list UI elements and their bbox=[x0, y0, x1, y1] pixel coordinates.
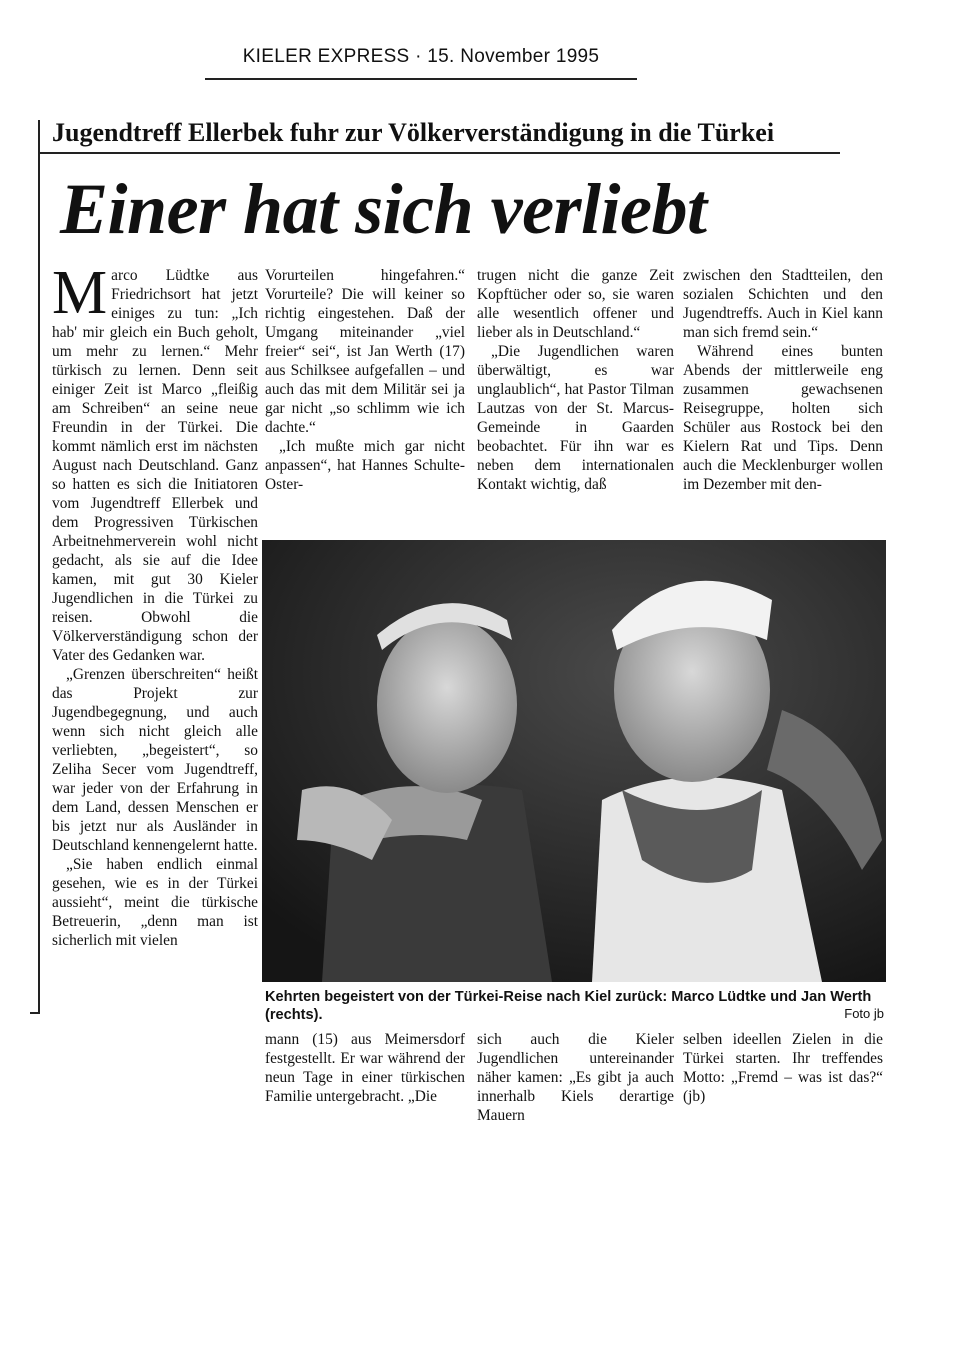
photo-credit: Foto jb bbox=[844, 1006, 884, 1021]
headline: Einer hat sich verliebt bbox=[60, 169, 707, 249]
column-3-paragraph-2: „Die Jugendlichen waren überwältigt, es war unglaublich“, hat Pastor Tilman Lautzas von der St. Marcus-Gemeinde in Gaarden beobachtet. Für ihn war es neben dem internationalen Kontakt wichtig, daß bbox=[477, 343, 674, 493]
column-4-paragraph-2: Während eines bunten Abends der mittlerweile eng zusammen gewachsenen Reisegruppe, holten sich Schüler aus Rostock bei den Kielern Rat und Tips. Denn auch die Mecklenburger wollen im Dezember mit den- bbox=[683, 343, 883, 493]
column-1-paragraph-3: „Sie haben endlich einmal gesehen, wie es in der Türkei aussieht“, meint die türkische Betreuerin, „denn man ist sicherlich mit vielen bbox=[52, 856, 258, 949]
masthead: KIELER EXPRESS · 15. November 1995 bbox=[242, 46, 600, 67]
article-column-3-continued bbox=[477, 1030, 674, 1125]
left-rule-tick bbox=[30, 1012, 40, 1014]
column-4-continued-text: selben ideellen Zielen in die Türkei starten. Ihr treffendes Motto: „Fremd – was ist das?“ (jb) bbox=[683, 1031, 883, 1105]
photo-illustration bbox=[262, 540, 886, 982]
kicker: Jugendtreff Ellerbek fuhr zur Völkerverständigung in die Türkei bbox=[52, 118, 775, 147]
column-3-paragraph-1: trugen nicht die ganze Zeit Kopftücher oder so, sie waren alle wesentlich offener und lieber als in Deutschland.“ bbox=[477, 267, 674, 341]
left-rule bbox=[38, 120, 40, 1013]
column-3-continued-text: sich auch die Kieler Jugendlichen untereinander näher kamen: „Es gibt ja auch innerhalb Kiels derartige Mauern bbox=[477, 1031, 674, 1124]
article-column-4-continued bbox=[683, 1030, 883, 1106]
left-person-face bbox=[377, 617, 517, 793]
article-column-3 bbox=[477, 266, 674, 532]
drop-cap: M bbox=[52, 259, 108, 327]
column-1-paragraph-2: „Grenzen überschreiten“ heißt das Projekt zur Jugendbegegnung, und auch wenn sich nicht gleich alle verliebten, „begeistert“, so Zeliha Secer vom Jugendtreff, war jeder von der Erfahrung in dem Land, dessen Menschen er bis jetzt nur als Ausländer in Deutschland kennengelernt hatte. bbox=[52, 666, 258, 854]
column-2-paragraph-2: „Ich mußte mich gar nicht anpassen“, hat Hannes Schulte- Oster- bbox=[265, 438, 465, 493]
article-photo bbox=[262, 540, 886, 982]
masthead-rule bbox=[205, 78, 637, 80]
article-column-2-continued bbox=[265, 1030, 465, 1106]
column-4-paragraph-1: zwischen den Stadtteilen, den sozialen Schichten und den Jugendtreffs. Auch in Kiel kann man sich fremd sein.“ bbox=[683, 267, 883, 341]
column-2-paragraph-1: Vorurteilen hingefahren.“ Vorurteile? Die will keiner so richtig eingestehen. Daß der Umgang miteinander „viel freier“ sei“, ist Jan Werth (17) aus Schilksee aufgefallen – und auch das mit dem Militär sei ja gar nicht „so schlimm wie ich dachte.“ bbox=[265, 267, 465, 436]
article-column-1 bbox=[52, 259, 258, 950]
column-1-paragraph-1-text: arco Lüdtke aus Friedrichsort hat jetzt einiges zu tun: „Ich hab' mir gleich ein Buch geholt, um mehr zu lernen.“ Mehr türkisch zu lernen. Denn seit einiger Zeit ist Marco „fleißig am Schreiben“ an seine neue Freundin in der Türkei. Die kommt nämlich erst im nächsten August nach Deutschland. Ganz so hatten es sich die Initiatoren vom Jugendtreff Ellerbek und dem Progressiven Türkischen Arbeitnehmerverein wohl nicht gedacht, als sie auf die Idee kamen, mit gut 30 Kieler Jugendlichen in die Türkei zu reisen. Obwohl die Völkerverständigung schon der Vater des Gedanken war. bbox=[52, 267, 258, 664]
article-column-2 bbox=[265, 266, 465, 532]
column-1-paragraph-1 bbox=[52, 259, 258, 665]
article-column-4 bbox=[683, 266, 883, 532]
kicker-rule bbox=[40, 152, 840, 154]
photo-caption: Kehrten begeistert von der Türkei-Reise nach Kiel zurück: Marco Lüdtke und Jan Werth (rechts). bbox=[265, 989, 872, 1023]
column-2-continued-text: mann (15) aus Meimersdorf festgestellt. Er war während der neun Tage in einer türkischen Familie untergebracht. „Die bbox=[265, 1031, 465, 1105]
